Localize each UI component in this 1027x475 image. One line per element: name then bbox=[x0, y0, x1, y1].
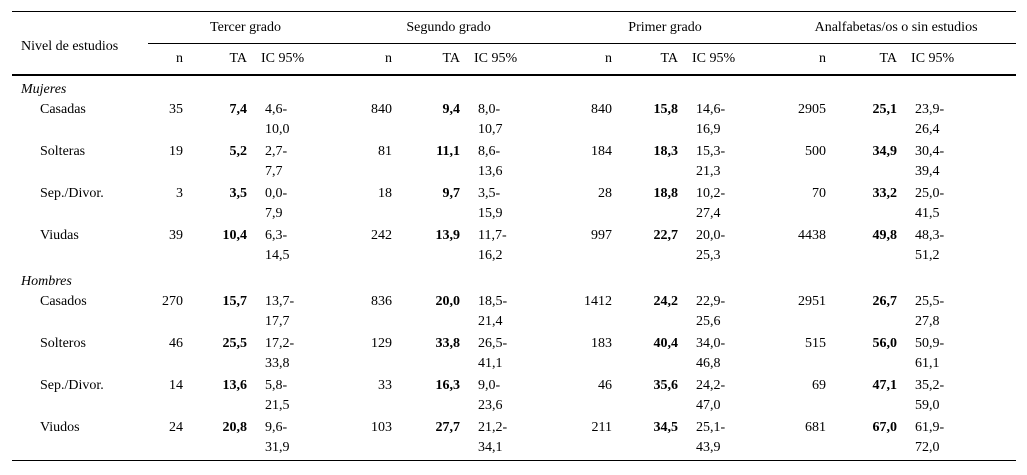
cell-ic bbox=[466, 376, 554, 418]
subheader-cell: TA bbox=[660, 51, 679, 66]
cell-n: 81 bbox=[378, 144, 392, 159]
ic-high: 41,5 bbox=[915, 206, 940, 221]
ic-high: 27,4 bbox=[696, 206, 721, 221]
ic-high: 13,6 bbox=[478, 164, 503, 179]
ic-low: 8,0- bbox=[478, 102, 501, 117]
cell-ic bbox=[903, 418, 1016, 461]
cell-ic bbox=[253, 184, 343, 226]
ic-low: 30,4- bbox=[915, 144, 945, 159]
cell-n: 46 bbox=[598, 378, 613, 393]
ic-low: 0,0- bbox=[265, 186, 288, 201]
cell-ta: 13,6 bbox=[222, 378, 247, 393]
cell-ic bbox=[253, 334, 343, 376]
ic-low: 2,7- bbox=[265, 144, 288, 159]
row-label: Viudos bbox=[40, 420, 80, 435]
ic-high: 21,5 bbox=[265, 398, 290, 413]
section-row bbox=[12, 75, 1016, 100]
table-row bbox=[12, 100, 1016, 142]
ic-low: 20,0- bbox=[696, 228, 726, 243]
ic-low: 5,8- bbox=[265, 378, 288, 393]
cell-n: 500 bbox=[805, 144, 827, 159]
cell-ta: 3,5 bbox=[229, 186, 247, 201]
cell-n: 183 bbox=[591, 336, 613, 351]
ic-high: 26,4 bbox=[915, 122, 940, 137]
ic-low: 34,0- bbox=[696, 336, 726, 351]
cell-ic bbox=[684, 292, 776, 334]
cell-n: 242 bbox=[371, 228, 392, 243]
cell-ta: 27,7 bbox=[435, 420, 460, 435]
cell-ic bbox=[466, 292, 554, 334]
cell-n: 70 bbox=[812, 186, 827, 201]
cell-ta: 24,2 bbox=[653, 294, 679, 309]
table-row bbox=[12, 226, 1016, 268]
ic-high: 25,3 bbox=[696, 248, 721, 263]
cell-ic bbox=[903, 184, 1016, 226]
ic-high: 16,2 bbox=[478, 248, 503, 263]
cell-ta: 22,7 bbox=[653, 228, 679, 243]
cell-ic bbox=[466, 226, 554, 268]
cell-ta: 10,4 bbox=[222, 228, 247, 243]
ic-high: 34,1 bbox=[478, 440, 503, 455]
cell-n: 28 bbox=[598, 186, 613, 201]
ic-low: 25,1- bbox=[696, 420, 726, 435]
ic-low: 10,2- bbox=[696, 186, 726, 201]
ic-low: 23,9- bbox=[915, 102, 945, 117]
row-label-header: Nivel de estudios bbox=[21, 39, 119, 54]
ic-high: 51,2 bbox=[915, 248, 940, 263]
table-row bbox=[12, 142, 1016, 184]
cell-ic bbox=[684, 184, 776, 226]
cell-n: 270 bbox=[162, 294, 183, 309]
ic-high: 33,8 bbox=[265, 356, 290, 371]
cell-n: 2951 bbox=[798, 294, 827, 309]
cell-ta: 40,4 bbox=[653, 336, 679, 351]
cell-ta: 20,8 bbox=[222, 420, 247, 435]
ic-low: 48,3- bbox=[915, 228, 945, 243]
subheader-cell: IC 95% bbox=[261, 51, 305, 66]
cell-ic bbox=[684, 100, 776, 142]
section-row bbox=[12, 268, 1016, 292]
row-label: Sep./Divor. bbox=[40, 186, 104, 201]
row-label: Sep./Divor. bbox=[40, 378, 104, 393]
row-label: Casados bbox=[40, 294, 87, 309]
cell-n: 997 bbox=[591, 228, 613, 243]
ic-low: 11,7- bbox=[478, 228, 507, 243]
cell-n: 836 bbox=[371, 294, 392, 309]
cell-n: 14 bbox=[169, 378, 183, 393]
cell-ic bbox=[684, 334, 776, 376]
section-title: Mujeres bbox=[21, 82, 67, 97]
ic-high: 27,8 bbox=[915, 314, 940, 329]
header-row bbox=[12, 12, 1016, 45]
ic-high: 16,9 bbox=[696, 122, 721, 137]
ic-low: 25,0- bbox=[915, 186, 945, 201]
ic-high: 39,4 bbox=[915, 164, 940, 179]
cell-n: 3 bbox=[176, 186, 183, 201]
cell-ta: 20,0 bbox=[435, 294, 460, 309]
cell-ta: 56,0 bbox=[872, 336, 898, 351]
cell-n: 69 bbox=[812, 378, 827, 393]
subheader-cell: n bbox=[176, 51, 183, 66]
cell-n: 35 bbox=[169, 102, 183, 117]
subheader-cell: TA bbox=[229, 51, 247, 66]
ic-low: 18,5- bbox=[478, 294, 508, 309]
ic-low: 9,6- bbox=[265, 420, 288, 435]
cell-ic bbox=[903, 142, 1016, 184]
cell-n: 2905 bbox=[798, 102, 827, 117]
ic-high: 23,6 bbox=[478, 398, 503, 413]
cell-ta: 15,7 bbox=[222, 294, 247, 309]
cell-ta: 13,9 bbox=[435, 228, 460, 243]
ic-low: 35,2- bbox=[915, 378, 945, 393]
cell-ic bbox=[466, 418, 554, 461]
cell-n: 46 bbox=[169, 336, 183, 351]
ic-high: 72,0 bbox=[915, 440, 940, 455]
cell-ta: 34,5 bbox=[653, 420, 679, 435]
ic-high: 31,9 bbox=[265, 440, 290, 455]
ic-high: 59,0 bbox=[915, 398, 940, 413]
group-header: Segundo grado bbox=[343, 12, 554, 45]
cell-n: 19 bbox=[169, 144, 183, 159]
subheader-cell: IC 95% bbox=[911, 51, 955, 66]
ic-low: 24,2- bbox=[696, 378, 726, 393]
cell-n: 33 bbox=[378, 378, 392, 393]
cell-ta: 25,1 bbox=[872, 102, 898, 117]
ic-high: 7,7 bbox=[265, 164, 283, 179]
group-header: Tercer grado bbox=[148, 12, 343, 45]
cell-n: 515 bbox=[805, 336, 827, 351]
cell-n: 211 bbox=[591, 420, 613, 435]
table-row bbox=[12, 376, 1016, 418]
ic-high: 25,6 bbox=[696, 314, 721, 329]
ic-low: 21,2- bbox=[478, 420, 508, 435]
cell-ta: 35,6 bbox=[653, 378, 679, 393]
cell-n: 840 bbox=[371, 102, 392, 117]
cell-ta: 47,1 bbox=[872, 378, 898, 393]
row-label: Solteros bbox=[40, 336, 86, 351]
cell-n: 840 bbox=[591, 102, 613, 117]
cell-ta: 49,8 bbox=[872, 228, 898, 243]
ic-high: 21,3 bbox=[696, 164, 721, 179]
ic-high: 10,7 bbox=[478, 122, 503, 137]
subheader-cell: IC 95% bbox=[474, 51, 518, 66]
cell-ic bbox=[684, 418, 776, 461]
cell-ta: 15,8 bbox=[653, 102, 679, 117]
group-header: Primer grado bbox=[554, 12, 776, 45]
cell-ic bbox=[253, 226, 343, 268]
cell-ic bbox=[903, 100, 1016, 142]
ic-high: 61,1 bbox=[915, 356, 940, 371]
row-label: Viudas bbox=[40, 228, 79, 243]
table-row bbox=[12, 334, 1016, 376]
table-body bbox=[12, 75, 1016, 461]
ic-high: 41,1 bbox=[478, 356, 503, 371]
cell-ic bbox=[466, 184, 554, 226]
cell-ic bbox=[466, 100, 554, 142]
cell-ic bbox=[903, 334, 1016, 376]
cell-ta: 67,0 bbox=[872, 420, 898, 435]
cell-n: 129 bbox=[371, 336, 392, 351]
cell-ta: 16,3 bbox=[435, 378, 460, 393]
ic-high: 46,8 bbox=[696, 356, 721, 371]
ic-low: 22,9- bbox=[696, 294, 726, 309]
cell-n: 39 bbox=[169, 228, 183, 243]
subheader-cell: IC 95% bbox=[692, 51, 736, 66]
ic-low: 8,6- bbox=[478, 144, 501, 159]
cell-ic bbox=[253, 418, 343, 461]
cell-n: 4438 bbox=[798, 228, 827, 243]
subheader-cell: n bbox=[385, 51, 392, 66]
ic-low: 9,0- bbox=[478, 378, 501, 393]
section-title: Hombres bbox=[21, 274, 72, 289]
ic-high: 14,5 bbox=[265, 248, 290, 263]
cell-n: 103 bbox=[371, 420, 392, 435]
cell-ta: 5,2 bbox=[229, 144, 247, 159]
ic-high: 47,0 bbox=[696, 398, 721, 413]
cell-ta: 11,1 bbox=[436, 144, 460, 159]
cell-ic bbox=[684, 226, 776, 268]
cell-n: 18 bbox=[378, 186, 392, 201]
cell-ta: 18,3 bbox=[653, 144, 679, 159]
cell-ic bbox=[253, 292, 343, 334]
row-label: Casadas bbox=[40, 102, 86, 117]
row-label: Solteras bbox=[40, 144, 86, 159]
cell-ta: 9,4 bbox=[442, 102, 460, 117]
subheader-cell: n bbox=[605, 51, 613, 66]
cell-ic bbox=[903, 226, 1016, 268]
cell-ta: 34,9 bbox=[872, 144, 898, 159]
ic-low: 26,5- bbox=[478, 336, 508, 351]
cell-n: 1412 bbox=[584, 294, 613, 309]
ic-high: 17,7 bbox=[265, 314, 290, 329]
cell-ta: 26,7 bbox=[872, 294, 898, 309]
cell-ic bbox=[684, 376, 776, 418]
table-row bbox=[12, 184, 1016, 226]
ic-low: 61,9- bbox=[915, 420, 945, 435]
cell-n: 24 bbox=[169, 420, 183, 435]
ic-low: 15,3- bbox=[696, 144, 726, 159]
ic-low: 50,9- bbox=[915, 336, 945, 351]
ic-low: 6,3- bbox=[265, 228, 288, 243]
subheader-cell: TA bbox=[879, 51, 898, 66]
cell-ta: 33,8 bbox=[435, 336, 460, 351]
ic-low: 25,5- bbox=[915, 294, 945, 309]
subheader-cell: n bbox=[819, 51, 827, 66]
cell-ta: 9,7 bbox=[442, 186, 460, 201]
cell-ta: 25,5 bbox=[222, 336, 247, 351]
cell-ic bbox=[903, 376, 1016, 418]
cell-n: 681 bbox=[805, 420, 827, 435]
ic-high: 10,0 bbox=[265, 122, 290, 137]
cell-ic bbox=[684, 142, 776, 184]
group-header: Analfabetas/os o sin estudios bbox=[776, 12, 1016, 45]
cell-ic bbox=[903, 292, 1016, 334]
ic-high: 15,9 bbox=[478, 206, 503, 221]
ic-low: 17,2- bbox=[265, 336, 295, 351]
ic-low: 4,6- bbox=[265, 102, 288, 117]
cell-ic bbox=[466, 334, 554, 376]
table-row bbox=[12, 292, 1016, 334]
subheader-cell: TA bbox=[442, 51, 460, 66]
ic-high: 7,9 bbox=[265, 206, 283, 221]
table-row bbox=[12, 418, 1016, 461]
cell-n: 184 bbox=[591, 144, 613, 159]
cell-ic bbox=[253, 142, 343, 184]
cell-ta: 7,4 bbox=[229, 102, 247, 117]
subheader-row bbox=[12, 44, 1016, 75]
ic-low: 14,6- bbox=[696, 102, 726, 117]
cell-ic bbox=[253, 100, 343, 142]
cell-ic bbox=[253, 376, 343, 418]
cell-ta: 33,2 bbox=[872, 186, 898, 201]
cell-ta: 18,8 bbox=[653, 186, 679, 201]
ic-high: 43,9 bbox=[696, 440, 721, 455]
ic-low: 13,7- bbox=[265, 294, 295, 309]
ic-low: 3,5- bbox=[478, 186, 501, 201]
data-table bbox=[12, 11, 1016, 461]
cell-ic bbox=[466, 142, 554, 184]
ic-high: 21,4 bbox=[478, 314, 503, 329]
